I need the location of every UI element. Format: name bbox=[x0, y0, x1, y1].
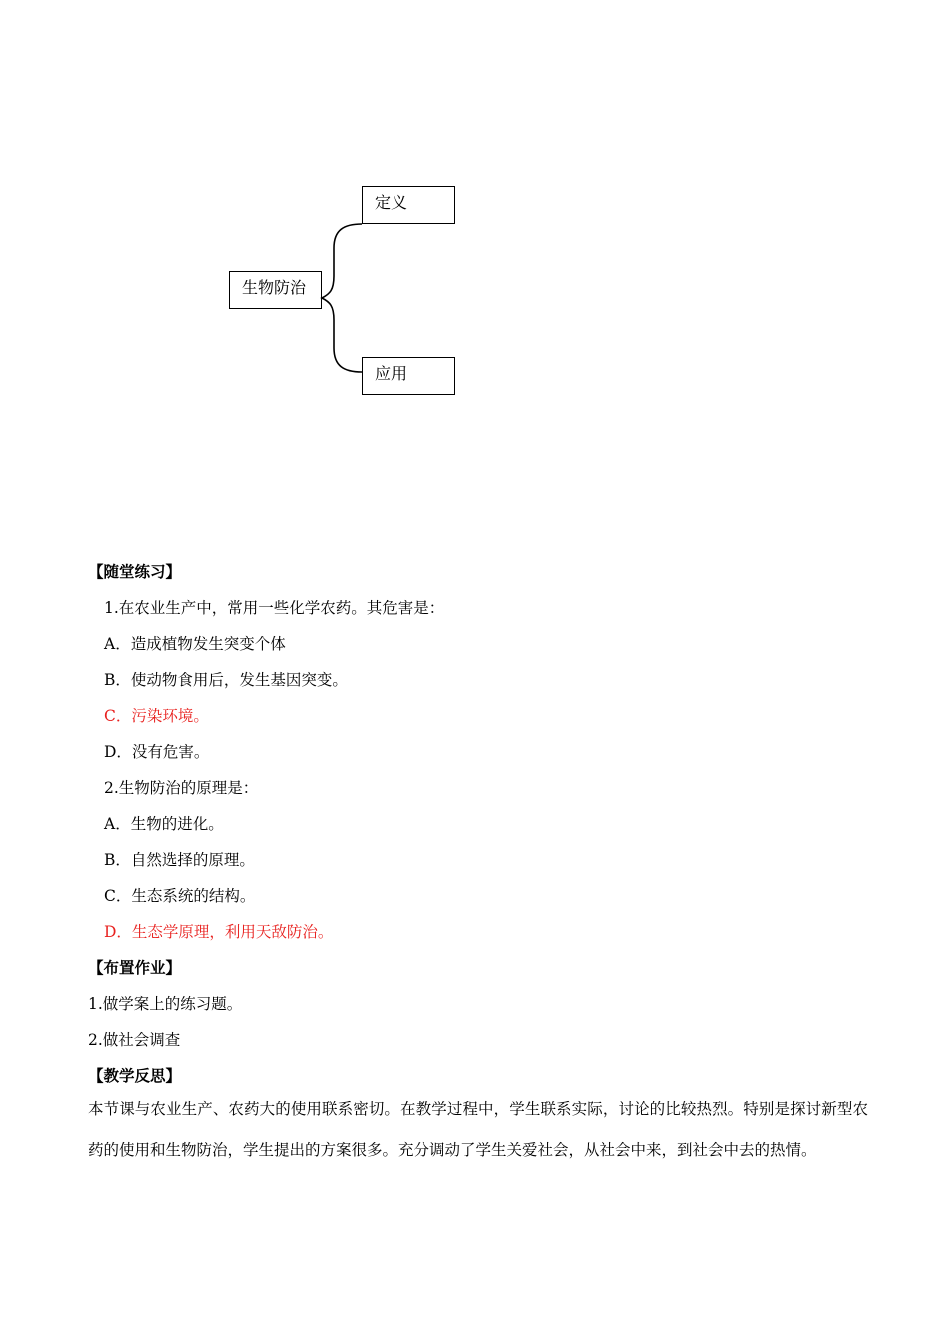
question-2-option-a: A．生物的进化。 bbox=[104, 815, 224, 833]
question-1-option-c-answer: C．污染环境。 bbox=[104, 707, 209, 725]
homework-item-1: 1.做学案上的练习题。 bbox=[88, 995, 243, 1013]
practice-heading: 【随堂练习】 bbox=[88, 562, 182, 581]
question-2-option-d-answer: D．生态学原理，利用天敌防治。 bbox=[104, 923, 334, 941]
question-1-option-b: B．使动物食用后，发生基因突变。 bbox=[104, 671, 348, 689]
question-2-option-b: B．自然选择的原理。 bbox=[104, 851, 255, 869]
diagram-node-biocontrol: 生物防治 bbox=[229, 271, 322, 309]
question-2-option-c: C．生态系统的结构。 bbox=[104, 887, 256, 905]
reflection-paragraph: 本节课与农业生产、农药大的使用联系密切。在教学过程中，学生联系实际，讨论的比较热烈。特别是探讨新型农药的使用和生物防治，学生提出的方案很多。充分调动了学生关爱社会，从社会中来，到社会中去的热情。 bbox=[88, 1100, 868, 1159]
question-1-option-a: A．造成植物发生突变个体 bbox=[104, 635, 286, 653]
question-1-stem: 1.在农业生产中，常用一些化学农药。其危害是： bbox=[104, 599, 445, 617]
homework-item-2: 2.做社会调查 bbox=[88, 1031, 181, 1049]
reflection-heading: 【教学反思】 bbox=[88, 1066, 182, 1085]
question-2-stem: 2.生物防治的原理是： bbox=[104, 779, 259, 797]
question-1-option-d: D．没有危害。 bbox=[104, 743, 210, 761]
homework-heading: 【布置作业】 bbox=[88, 958, 182, 977]
diagram-brace bbox=[318, 220, 368, 376]
diagram-node-definition: 定义 bbox=[362, 186, 455, 224]
diagram-node-application: 应用 bbox=[362, 357, 455, 395]
